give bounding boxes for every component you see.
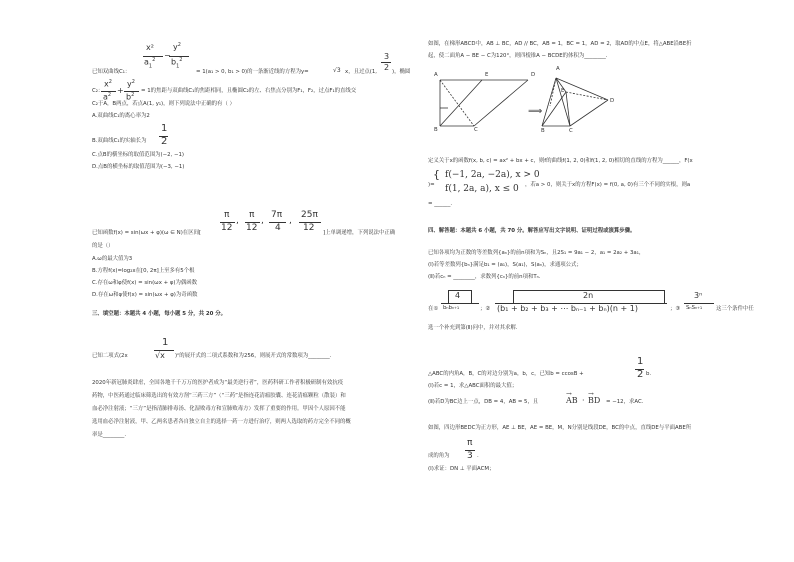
frac-a1-den <box>144 57 155 69</box>
fig-label-A2: A <box>556 66 560 72</box>
func-eq-prefix: )= <box>428 182 435 188</box>
func-after: ，若a > 0，则关于x的方程F(x) = f(0, a, 0)有三个不同的实根，则a <box>525 182 691 188</box>
comma: , <box>236 216 239 226</box>
sqrt3: √3 <box>333 67 341 74</box>
frac-3-num: 3 <box>384 52 390 61</box>
c2-den: (b₁ + b₂ + b₃ + ⋯ bₙ₋₁ + bₙ)(n + 1) <box>497 304 638 313</box>
frac-pi: π <box>249 210 255 220</box>
seq-c-mid2: ；③ <box>670 306 681 312</box>
fig-label-C: C <box>474 127 478 133</box>
seq-line4: 选一个补充到第(Ⅱ)问中，并对其求解. <box>428 325 518 331</box>
sin-optC: C.存在ω和φ使f(x) = sin(ωx + φ)为偶函数 <box>92 280 198 286</box>
pyr-line1: 如图，四边形BEDC为正方形，AE ⊥ BE，AE = BE，M，N分别是线段DE，BC的中点，直线DE与平面ABE所 <box>428 425 692 431</box>
text: y <box>127 79 132 89</box>
frac-x2 <box>104 79 112 89</box>
fold-line1: 如图，在梯形ABCD中，AB ⊥ BC，AD // BC，AB = 1，BC = 1，AD = 2，取AD的中点E，将△ABE沿BE折 <box>428 41 692 47</box>
seq-c-mid1: ；② <box>480 306 491 312</box>
sin-stem-c: 的是（） <box>92 243 114 249</box>
tri-half-num: 1 <box>637 356 644 367</box>
hyper-optB: B.双曲线C₁的实轴长为 <box>92 138 147 144</box>
frac-4: 4 <box>275 223 281 233</box>
frac-b1-den: $b_1^2$ <box>171 57 183 70</box>
binom-text-a: 已知二项式(2x <box>92 353 128 359</box>
sub: 1 <box>148 63 153 70</box>
frac-7pi: 7π <box>271 210 283 220</box>
fig-label-B2: B <box>541 128 545 134</box>
sup: 2 <box>131 92 135 98</box>
tri-line1: △ABC的内角A，B，C的对边分别为a，b，c，已知b = ccosB + <box>428 371 584 377</box>
comma: , <box>289 216 292 226</box>
fold-line2: 起，使二面角A − BE − C为120°，则四棱锥A − BCDE的体积为________. <box>428 53 608 59</box>
pyr-line2b: . <box>477 453 479 459</box>
dot: · <box>582 396 585 405</box>
sin-optA: A.ω的最大值为3 <box>92 256 133 262</box>
seq-line3: (Ⅱ)若cₙ = ________，求数列{cₙ}的前n项和Tₙ. <box>428 274 541 280</box>
text: y <box>173 42 178 52</box>
frac-pi: π <box>224 210 230 220</box>
hyper-optC: C.点B的横坐标的取值范围为(−2, −1) <box>92 152 184 158</box>
covid-line-1: 药物，中医药通过临床筛选出的有效方剂“三药三方”（“三药”是指连花清瘟胶囊、连花清瘟颗粒（散装）和 <box>92 393 346 399</box>
sin-stem-b: ]上单调递增，下列说法中正确 <box>323 230 396 236</box>
hyper-line1-d: )，椭圆 <box>392 69 411 75</box>
frac-y2 <box>127 79 135 89</box>
text: AB <box>566 396 578 405</box>
c1-num: 4 <box>455 291 461 300</box>
frac-12: 12 <box>221 223 233 233</box>
frac-2-den: 2 <box>384 63 390 72</box>
fig-label-A: A <box>434 72 438 78</box>
sin-optD: D.存在ω和φ使f(x) = sin(ωx + φ)为奇函数 <box>92 292 198 298</box>
sin-optB: B.方程f(x)=log₂x在[0, 2π]上至多有5个根 <box>92 268 195 274</box>
frac-x2-num <box>146 43 154 52</box>
hyper-optD: D.点B的横坐标的取值范围为(−3, −1) <box>92 164 185 170</box>
tri-line3a: (Ⅱ)若D为BC边上一点，DB = 4，AB = 5，且 <box>428 399 539 405</box>
pyr-frac-num: π <box>467 438 473 448</box>
text: b <box>171 57 177 67</box>
fig-label-B: B <box>434 127 438 133</box>
tri-line1b: b. <box>646 371 652 377</box>
pyr-line3: (Ⅰ)求证：DN ⊥ 平面ACM； <box>428 466 495 472</box>
text: x <box>104 79 109 89</box>
vec-AB: → AB <box>566 390 578 405</box>
func-line1: 定义关于x的函数f(x, b, c) = ax² + bx + c，则f的曲线f(1, 2, 0)和f(1, 2, 0)相切的直线的方程为______，F(x <box>428 158 693 164</box>
text: BD <box>588 396 601 405</box>
plus-sign: + <box>117 86 124 95</box>
hyper-line2-b: = 1的焦距与双曲线C₁的焦距相同，且椭圆C₂的左、右焦点分别为F₁，F₂，过点F₁的直线交 <box>141 88 357 94</box>
fold-arrow: ⟹ <box>528 106 543 117</box>
sup: 2 <box>108 79 112 85</box>
text: a <box>103 92 108 102</box>
func-piece2: f(1, 2a, a), x ≤ 0 <box>445 184 519 194</box>
hyper-line1-a: 已知双曲线C₁： <box>92 69 131 75</box>
pyr-line2: 成的角为 <box>428 453 450 459</box>
c3-den: SₙSₙ₊₁ <box>686 305 703 311</box>
text: a <box>144 57 149 67</box>
sup: 2 <box>131 79 135 85</box>
fig-label-D: D <box>531 72 536 78</box>
c2-num: 2n <box>583 291 594 300</box>
hyper-line3: C₂于A，B两点，若点A(1, y₁)，则下列说法中正确的有（ ） <box>92 101 235 107</box>
sup: 2 <box>107 92 112 98</box>
frac-12: 12 <box>246 223 258 233</box>
binom-text-b: )ⁿ的展开式的二项式系数和为256，则展开式的常数项为________. <box>175 353 332 359</box>
hyper-line2-a: C₂： <box>92 88 104 94</box>
c1-den: bₙbₙ₊₁ <box>443 305 460 311</box>
covid-line-0: 2020年新冠肺炎肆虐，全国各地千千万万的医护者成为“最美逆行者”，医药科研工作者积极研制有效抗疫 <box>92 380 344 386</box>
frac-25pi: 25π <box>301 210 318 220</box>
func-piece1: f(−1, 2a, −2a), x > 0 <box>445 170 540 180</box>
covid-line-3: 选用血必净注射液，甲、乙两名患者各自独立自主的选择一药一方进行治疗，则两人选取的药方完全不同的概 <box>92 419 351 425</box>
hyper-line1-b: = 1(a₁ > 0, b₁ > 0)的一条渐近线的方程为y= <box>196 69 309 75</box>
sup: 2 <box>152 57 156 63</box>
hyper-line1-c: x，且过点(1, <box>345 69 377 75</box>
text: b <box>126 92 132 102</box>
half-den: 2 <box>161 136 168 147</box>
fig-label-D2: D <box>610 98 615 104</box>
frac-12: 12 <box>303 223 315 233</box>
frac-bar <box>684 303 714 304</box>
func-line3: = ______. <box>428 201 453 207</box>
minus-sign: − <box>164 51 171 60</box>
frac-bar <box>441 303 479 304</box>
section-4-heading: 四、解答题：本题共 6 小题，共 70 分。解答应写出文字说明、证明过程或演算步骤。 <box>428 228 636 234</box>
sin-stem-a: 已知函数f(x) = sin(ωx + φ)(ω ∈ N)在区间[ <box>92 230 202 236</box>
hyper-optA: A.双曲线C₁的离心率为2 <box>92 113 150 119</box>
frac-y2-num <box>173 42 181 52</box>
pyr-frac-den: 3 <box>467 451 473 461</box>
tri-line3b: = −12，求AC. <box>606 399 644 405</box>
section-3-heading: 三、填空题：本题共 4 小题，每小题 5 分，共 20 分。 <box>92 311 227 317</box>
tri-half-den: 2 <box>637 369 644 380</box>
fig-label-E2: E <box>561 88 565 94</box>
seq-line2: (Ⅰ)若等差数列{bₙ}满足b₁ = (a₁)，S(a₁)，S(aₙ)，求通项公式； <box>428 262 582 268</box>
brace: { <box>433 168 440 181</box>
comma: , <box>261 216 264 226</box>
binom-frac-den: √x <box>155 351 165 360</box>
tri-line2: (Ⅰ)若c = 1，求△ABC面积的最大值； <box>428 383 518 389</box>
covid-line-2: 血必净注射液；“三方”是指清肺排毒汤、化湿败毒方和宣肺败毒方）发挥了重要的作用。甲因个人原因不能 <box>92 406 346 412</box>
fig-label-E: E <box>485 72 489 78</box>
sup: 2 <box>177 42 181 48</box>
seq-c-pre1: 在① <box>428 306 439 312</box>
covid-line-4: 率是________. <box>92 432 127 438</box>
seq-line1: 已知各项均为正数的等差数列{aₙ}的前n项和为Sₙ，且2S₁ = 9a₁ − 2，a₁ = 2a₂ + 3a₁， <box>428 250 645 256</box>
text: x² <box>146 43 154 52</box>
vec-BD: → BD <box>588 390 601 405</box>
half-num: 1 <box>161 123 168 134</box>
fig-label-C2: C <box>569 128 573 134</box>
seq-c-after: 这三个条件中任 <box>716 306 754 312</box>
c3-num: 3ⁿ <box>694 291 703 300</box>
binom-frac-num: 1 <box>162 337 169 348</box>
